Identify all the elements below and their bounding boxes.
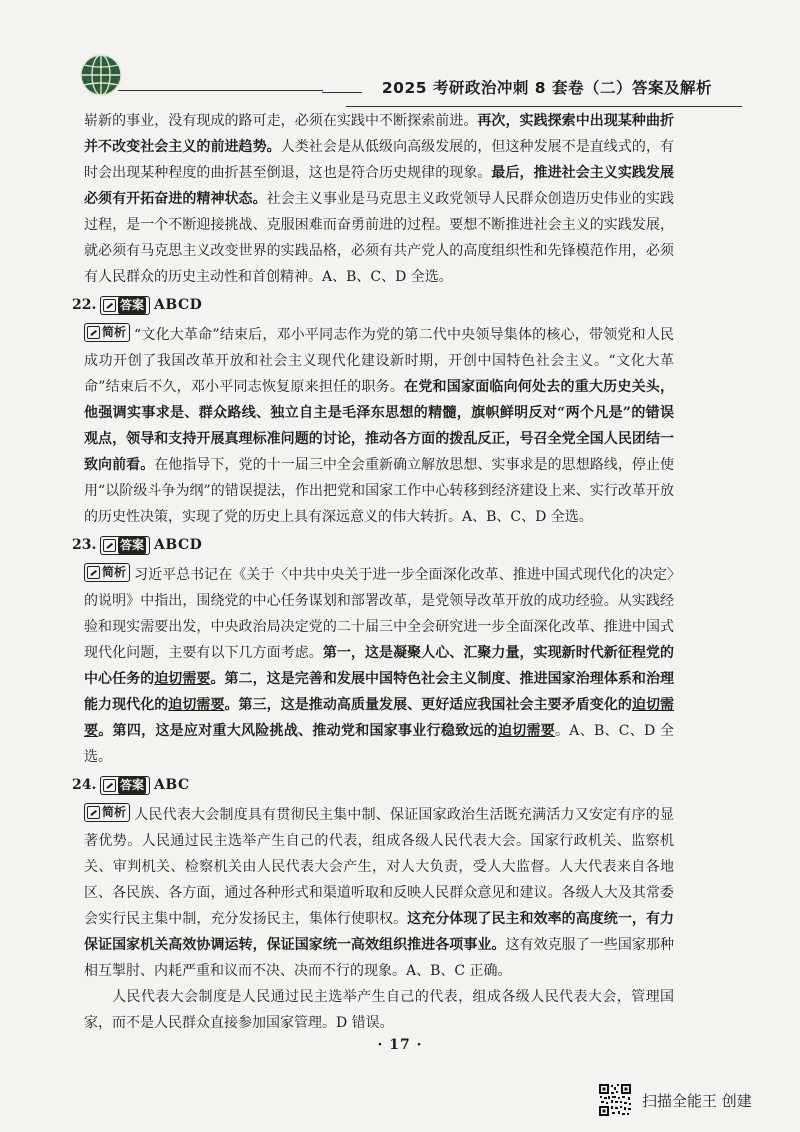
pencil-icon [103, 299, 116, 312]
answer-row [72, 532, 674, 558]
body-text: 社会主义事业是马克思主义政党领导人民群众创造历史伟业的实践过程，是一个不断迎接挑战、克服困难而奋勇前进的过程。要想不断推进社会主义的实践发展，就必须有马克思主义改变世界的实践品格，必须有共产党人的高度组织性和先锋模范作用，必须有人民群众的历史主动性和首创精神。A、B、C、D 全选。 [84, 191, 675, 285]
emphasis-text: 。第三，这是推动高质量发展、更好适应我国社会主要矛盾变化的 [224, 697, 632, 713]
header-rule-step [322, 72, 362, 93]
answer-row [72, 292, 674, 318]
body-text: 人类社会是从低级向高级发展的，但这种发展不是直线式的，有时会出现某种程度的曲折甚至倒退，这也是符合历史规律的现象。 [84, 139, 675, 181]
answer-tag [100, 776, 150, 795]
analysis-tag [84, 563, 130, 582]
answer-tag [100, 536, 150, 555]
question-number: 24. [72, 777, 97, 793]
emphasis-text: 。第四，这是应对重大风险挑战、推动党和国家事业行稳致远的 [98, 723, 498, 739]
question-number: 22. [72, 297, 97, 313]
emphasis-text: 最后，推进社会主义实践发展必须有开拓奋进的精神状态。 [84, 165, 675, 207]
analysis-label: 简析 [102, 565, 127, 579]
analysis-paragraph [84, 562, 674, 770]
question-list [72, 292, 675, 1036]
underlined-emphasis-text: 迫切需要 [154, 671, 211, 687]
answer-label: 答案 [120, 537, 145, 552]
answer-value: ABC [154, 777, 190, 793]
emphasis-text: 第一，这是凝聚人心、汇聚力量，实现新时代新征程党的中心任务的 [84, 645, 674, 687]
answer-value: ABCD [154, 537, 203, 553]
emphasis-text: 。第二，这是完善和发展中国特色社会主义制度、推进国家治理体系和治理能力现代化的 [84, 671, 675, 713]
scanner-text: 扫描全能王 创建 [642, 1091, 752, 1110]
underlined-emphasis-text: 迫切需要 [168, 697, 225, 713]
page-number: · 17 · [377, 1037, 423, 1053]
page-header [78, 50, 718, 100]
answer-tag [100, 296, 150, 315]
pencil-icon [103, 779, 116, 792]
emphasis-text: 这充分体现了民主和效率的高度统一，有力保证国家机关高效协调运转，保证国家统一高效组织推进各项事业。 [84, 911, 675, 953]
pencil-icon [103, 539, 116, 552]
scanner-watermark [598, 1082, 788, 1118]
question-number: 23. [72, 537, 97, 553]
intro-paragraph [84, 108, 674, 290]
note-icon [87, 566, 100, 579]
analysis-paragraph [84, 322, 674, 530]
body-text: 这有效克服了一些国家那种相互掣肘、内耗严重和议而不决、决而不行的现象。A、B、C 正确。 [84, 937, 675, 979]
emphasis-text: 在党和国家面临向何处去的重大历史关头，他强调实事求是、群众路线、独立自主是毛泽东思想的精髓，旗帜鲜明反对“两个凡是”的错误观点，领导和支持开展真理标准问题的讨论，推动各方面的拨乱反正，号召全党全国人民团结一致向前看。 [84, 379, 675, 473]
body-text: “文化大革命”结束后，邓小平同志作为党的第二代中央领导集体的核心，带领党和人民成功开创了我国改革开放和社会主义现代化建设新时期，开创中国特色社会主义。“文化大革命”结束后不久，邓小平同志恢复原来担任的职务。 [84, 327, 674, 395]
body-text: 在他指导下，党的十一届三中全会重新确立解放思想、实事求是的思想路线，停止使用“以阶级斗争为纲”的错误提法，作出把党和国家工作中心转移到经济建设上来、实行改革开放的历史性决策，实现了党的历史上具有深远意义的伟大转折。A、B、C、D 全选。 [84, 457, 675, 525]
answer-row [72, 772, 674, 798]
analysis-tag [84, 803, 130, 822]
qr-code-icon [598, 1083, 632, 1117]
note-icon [87, 326, 100, 339]
answer-label: 答案 [120, 297, 145, 312]
body-text: 。A、B、C、D 全选。 [84, 723, 675, 765]
analysis-tag [84, 323, 130, 342]
body-text: 习近平总书记在《关于〈中共中央关于进一步全面深化改革、推进中国式现代化的决定〉的说明》中指出，围绕党的中心任务谋划和部署改革，是党领导改革开放的成功经验。从实践经验和现实需要出发，中央政治局决定党的二十届三中全会研究进一步全面深化改革、推进中国式现代化问题，主要有以下几方面考虑。 [84, 567, 674, 661]
header-title: 2025 考研政治冲刺 8 套卷（二）答案及解析 [381, 79, 712, 97]
body-text: 人民代表大会制度具有贯彻民主集中制、保证国家政治生活既充满活力又安定有序的显著优势。人民通过民主选举产生自己的代表，组成各级人民代表大会。国家行政机关、监察机关、审判机关、检察机关由人民代表大会产生，对人大负责，受人大监督。人大代表来自各地区、各民族、各方面，通过各种形式和渠道听取和反映人民群众意见和建议。各级人大及其常委会实行民主集中制，充分发扬民主，集体行使职权。 [84, 807, 674, 927]
underlined-emphasis-text: 迫切需要 [84, 697, 675, 739]
underlined-emphasis-text: 迫切需要 [497, 723, 556, 739]
analysis-label: 简析 [102, 805, 127, 819]
answer-value: ABCD [154, 297, 203, 313]
body-text: 崭新的事业，没有现成的路可走，必须在实践中不断探索前进。 [84, 113, 478, 129]
analysis-label: 简析 [102, 325, 127, 339]
header-rule-right [346, 106, 742, 107]
note-icon [87, 806, 100, 819]
answer-label: 答案 [120, 777, 145, 792]
main-content [72, 108, 675, 1036]
analysis-paragraph [84, 802, 674, 984]
emphasis-text: 再次，实践探索中出现某种曲折并不改变社会主义的前进趋势。 [84, 113, 675, 155]
extra-paragraph: 人民代表大会制度是人民通过民主选举产生自己的代表，组成各级人民代表大会，管理国家，而不是人民群众直接参加国家管理。D 错误。 [84, 989, 674, 1031]
